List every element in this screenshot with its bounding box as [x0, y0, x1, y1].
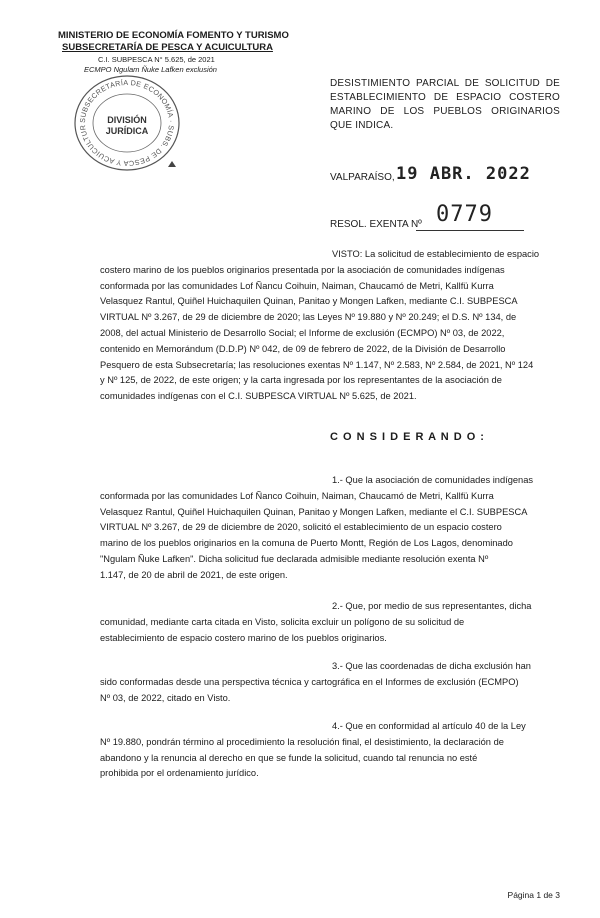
item-line: comunidad, mediante carta citada en Visto, solicita excluir un polígono de su solicitud de — [100, 616, 465, 627]
item-line: Velasquez Rantul, Quiñel Huichaquilen Quinan, Panitao y Mongen Lafken, mediante el C.I. SUBPESCA — [100, 506, 528, 517]
reference-ci: C.I. SUBPESCA N° 5.625, de 2021 — [98, 55, 215, 64]
page-number: Página 1 de 3 — [507, 890, 560, 900]
reference-ecmpo: ECMPO Ngulam Ñuke Lafken exclusión — [84, 65, 217, 74]
place-label: VALPARAÍSO, — [330, 172, 395, 183]
visto-line: VISTO: La solicitud de establecimiento de espacio — [332, 249, 540, 259]
star-icon — [168, 161, 176, 167]
considerando-item-2 — [100, 599, 560, 646]
item-line: 3.- Que las coordenadas de dicha exclusión han — [332, 661, 531, 671]
item-line: abandono y la renuncia al derecho en que se funde la solicitud, cuando tal renuncia no esté — [100, 752, 478, 763]
resol-label: RESOL. EXENTA Nº — [330, 219, 422, 230]
considerando-item-4 — [100, 719, 560, 782]
item-line: sido conformadas desde una perspectiva técnica y cartográfica en el Informes de exclusión (ECMPO) — [100, 676, 519, 687]
item-line: VIRTUAL Nº 3.267, de 29 de diciembre de 2020, solicitó el establecimiento de un espacio costero — [100, 522, 502, 533]
stamp-seal-icon — [68, 73, 186, 173]
stamp-line-division: DIVISIÓN — [107, 115, 147, 125]
considerando-heading: C O N S I D E R A N D O : — [330, 431, 485, 443]
item-line: "Ngulam Ñuke Lafken". Dicha solicitud fue declarada admisible mediante resolución exenta Nº — [100, 553, 489, 564]
considerando-item-3 — [100, 659, 560, 706]
subsecretaria-name: SUBSECRETARÍA DE PESCA Y ACUICULTURA — [62, 42, 273, 53]
visto-line: comunidades indígenas con el C.I. SUBPESCA VIRTUAL Nº 5.625, de 2021. — [100, 391, 417, 402]
item-line: Nº 19.880, pondrán término al procedimiento la resolución final, el desistimiento, la declaración de — [100, 736, 504, 747]
visto-line: costero marino de los pueblos originarios presentada por la asociación de comunidades indígenas — [100, 264, 505, 275]
division-juridica-stamp — [68, 73, 186, 173]
item-line: conformada por las comunidades Lof Ñanco Coihuin, Naiman, Chaucamó de Metri, Kallfü Kurra — [100, 490, 494, 501]
date-stamp: 19 ABR. 2022 — [396, 164, 531, 184]
item-line: establecimiento de espacio costero marino de los pueblos originarios. — [100, 632, 387, 643]
item-line: 1.- Que la asociación de comunidades indígenas — [332, 475, 534, 485]
resol-underline — [416, 230, 524, 231]
stamp-line-juridica: JURÍDICA — [105, 126, 149, 136]
visto-line: VIRTUAL Nº 3.267, de 29 de diciembre de 2020; las Leyes Nº 19.880 y Nº 20.249; el D.S. Nº 134, de — [100, 312, 517, 323]
visto-section — [100, 247, 560, 405]
resol-number: 0779 — [436, 202, 493, 227]
ministry-name: MINISTERIO DE ECONOMÍA FOMENTO Y TURISMO — [58, 30, 289, 41]
visto-line: y Nº 125, de 2022, de este origen; y la carta ingresada por los representantes de la asociación de — [100, 375, 502, 386]
visto-line: Velasquez Rantul, Quiñel Huichaquilen Quinan, Panitao y Mongen Lafken, mediante C.I. SUBPESCA — [100, 296, 518, 307]
item-line: Nº 03, de 2022, citado en Visto. — [100, 692, 231, 703]
item-line: prohibida por el ordenamiento jurídico. — [100, 768, 259, 779]
stamp-ring-text: SUBSECRETARÍA DE ECONOMÍA · SUBS. DE PESCA Y ACUICULTUR — [77, 77, 177, 169]
item-line: 1.147, de 20 de abril de 2021, de este origen. — [100, 569, 288, 580]
visto-line: Pesquero de esta Subsecretaría; las resoluciones exentas Nº 1.147, Nº 2.583, Nº 2.584, de 2021, Nº 124 — [100, 359, 534, 370]
item-line: marino de los pueblos originarios en la comuna de Puerto Montt, Región de Los Lagos, denominado — [100, 538, 513, 549]
visto-line: 2008, del actual Ministerio de Desarrollo Social; el Informe de exclusión (ECMPO) Nº 03, de 2022, — [100, 327, 505, 338]
visto-line: contenido en Memorándum (D.D.P) Nº 042, de 09 de febrero de 2022, de la División de Desarrollo — [100, 343, 506, 354]
item-line: 2.- Que, por medio de sus representantes, dicha — [332, 601, 532, 611]
document-title: DESISTIMIENTO PARCIAL DE SOLICITUD DE ESTABLECIMIENTO DE ESPACIO COSTERO MARINO DE LOS PUEBLOS ORIGINARIOS QUE INDICA. — [330, 78, 560, 131]
visto-line: conformada por las comunidades Lof Ñancu Coihuin, Naiman, Chaucamó de Metri, Kallfü Kurra — [100, 280, 494, 291]
item-line: 4.- Que en conformidad al artículo 40 de la Ley — [332, 721, 526, 731]
considerando-item-1 — [100, 473, 560, 584]
